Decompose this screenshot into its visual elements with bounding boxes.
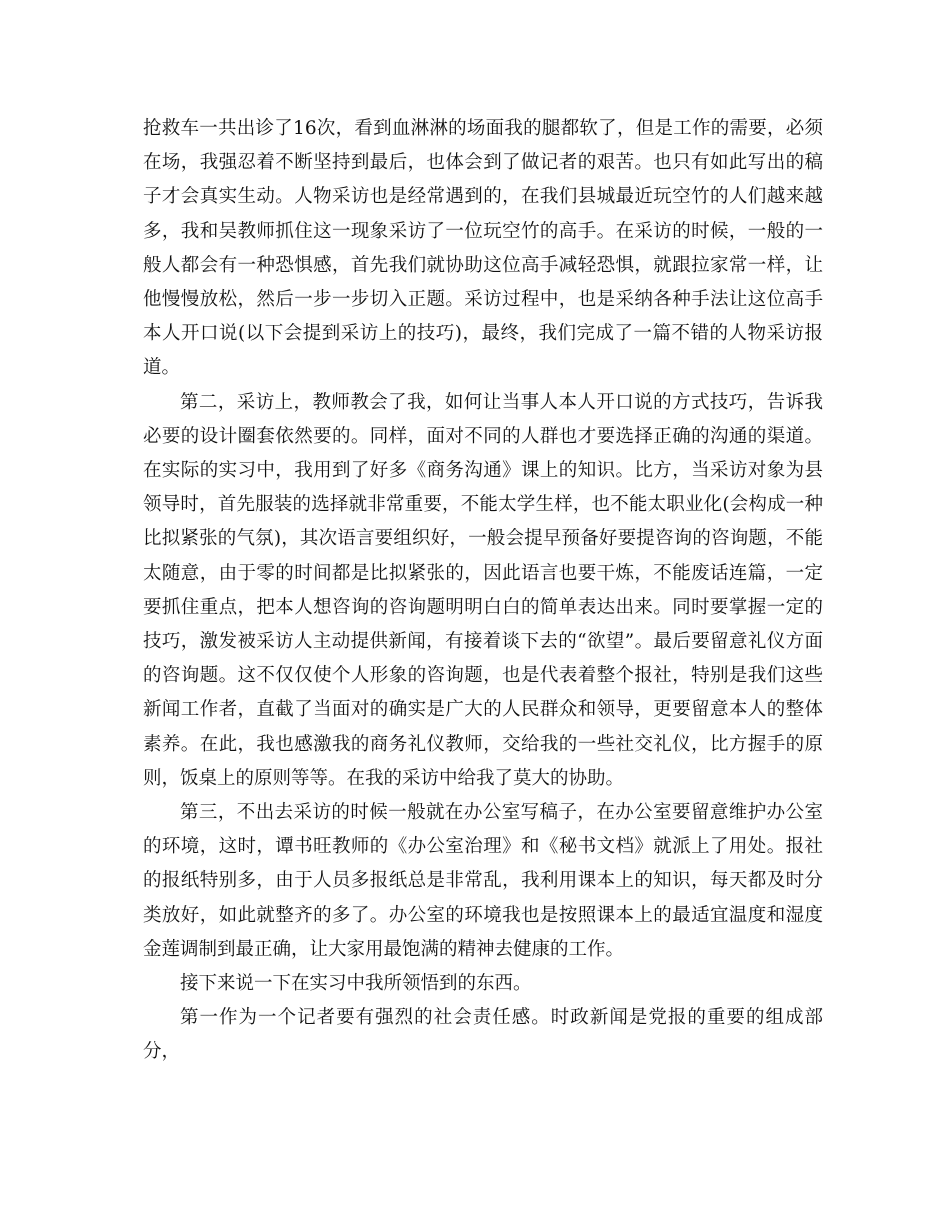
paragraph-3: 第三，不出去采访的时候一般就在办公室写稿子，在办公室要留意维护办公室的环境，这时，谭书旺教师的《办公室治理》和《秘书文档》就派上了用处。报社的报纸特别多，由于人员多报纸总是非常乱，我利用课本上的知识，每天都及时分类放好，如此就整齐的多了。办公室的环境我也是按照课本上的最适宜温度和湿度金莲调制到最正确，让大家用最饱满的精神去健康的工作。 [143,802,823,960]
paragraph-5: 第一作为一个记者要有强烈的社会责任感。时政新闻是党报的重要的组成部分， [143,1007,823,1063]
paragraph-1: 抢救车一共出诊了16次，看到血淋淋的场面我的腿都软了，但是工作的需要，必须在场，我强忍着不断坚持到最后，也体会到了做记者的艰苦。也只有如此写出的稿子才会真实生动。人物采访也是经常遇到的，在我们县城最近玩空竹的人们越来越多，我和吴教师抓住这一现象采访了一位玩空竹的高手。在采访的时候，一般的一般人都会有一种恐惧感，首先我们就协助这位高手减轻恐惧，就跟拉家常一样，让他慢慢放松，然后一步一步切入正题。采访过程中，也是采纳各种手法让这位高手本人开口说(以下会提到采访上的技巧)，最终，我们完成了一篇不错的人物采访报道。 [143,118,823,379]
paragraph-2: 第二，采访上，教师教会了我，如何让当事人本人开口说的方式技巧，告诉我必要的设计圈套依然要的。同样，面对不同的人群也才要选择正确的沟通的渠道。在实际的实习中，我用到了好多《商务沟通》课上的知识。比方，当采访对象为县领导时，首先服装的选择就非常重要，不能太学生样，也不能太职业化(会构成一种比拟紧张的气氛)，其次语言要组织好，一般会提早预备好要提咨询的咨询题，不能太随意，由于零的时间都是比拟紧张的，因此语言也要干炼，不能废话连篇，一定要抓住重点，把本人想咨询的咨询题明明白白的简单表达出来。同时要掌握一定的技巧，激发被采访人主动提供新闻，有接着谈下去的“欲望”。最后要留意礼仪方面的咨询题。这不仅仅使个人形象的咨询题，也是代表着整个报社，特别是我们这些新闻工作者，直截了当面对的确实是广大的人民群众和领导，更要留意本人的整体素养。在此，我也感激我的商务礼仪教师，交给我的一些社交礼仪，比方握手的原则，饭桌上的原则等等。在我的采访中给我了莫大的协助。 [143,391,823,789]
paragraph-4: 接下来说一下在实习中我所领悟到的东西。 [180,973,532,995]
body-text [143,112,823,1070]
